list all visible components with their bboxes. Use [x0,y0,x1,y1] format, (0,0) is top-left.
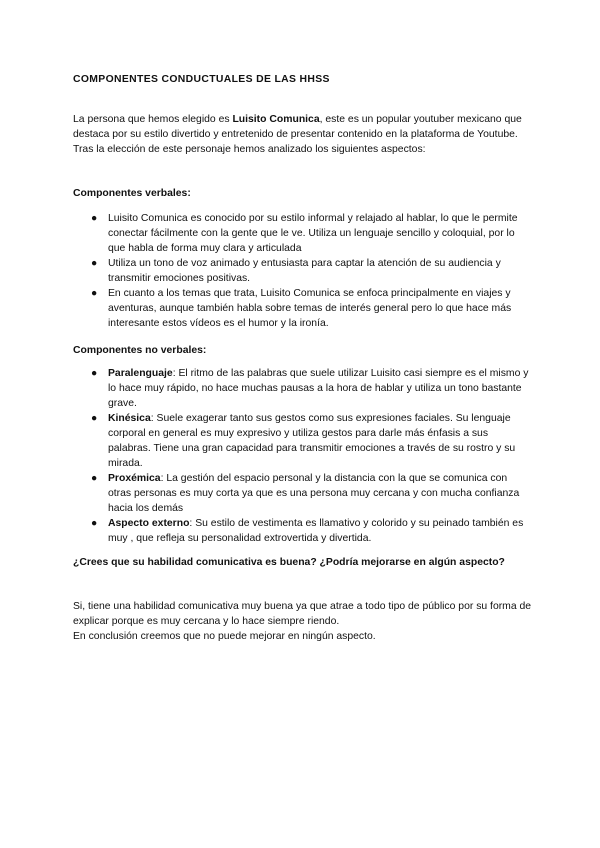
bullet-icon: ● [91,413,98,424]
nonverbal-term: Proxémica [108,473,161,484]
bullet-icon: ● [91,258,98,269]
verbal-item [91,211,531,256]
nonverbal-separator: : [189,518,196,529]
nonverbal-text: Suele exagerar tanto sus gestos como sus expresiones faciales. Su lenguaje corporal en general es muy expresivo y utiliza gestos para darle más énfasis a sus palabras. Tiene una gran capacidad para transmitir emociones a través de su rostro y su mirada. [108,413,516,469]
bullet-icon: ● [91,518,98,529]
nonverbal-term: Kinésica [108,413,151,424]
intro-text-before: La persona que hemos elegido es [73,114,233,125]
nonverbal-item [91,516,531,546]
answer-line: Si, tiene una habilidad comunicativa muy buena ya que atrae a todo tipo de público por su forma de explicar porque es muy cercana y lo hace siempre riendo. [73,601,532,627]
nonverbal-item [91,471,531,516]
nonverbal-separator: : [160,473,167,484]
nonverbal-item [91,366,531,411]
nonverbal-separator: : [150,413,157,424]
nonverbal-text: El ritmo de las palabras que suele utilizar Luisito casi siempre es el mismo y lo hace muy rápido, no hace muchas pausas a la hora de hablar y utiliza un tono bastante grave. [108,368,529,409]
nonverbal-term: Aspecto externo [108,518,190,529]
nonverbal-text: La gestión del espacio personal y la distancia con la que se comunica con otras personas es muy corta ya que es una persona muy cercana y con mucha confianza hacia los demás [108,473,520,514]
intro-person-name: Luisito Comunica [232,114,320,125]
verbal-heading: Componentes verbales: [73,188,191,199]
document-title: COMPONENTES CONDUCTUALES DE LAS HHSS [73,74,330,85]
answer-paragraph [73,599,533,644]
nonverbal-list [91,366,531,546]
conclusion-line: En conclusión creemos que no puede mejorar en ningún aspecto. [73,631,376,642]
nonverbal-separator: : [172,368,179,379]
verbal-list [91,211,531,331]
bullet-icon: ● [91,368,98,379]
verbal-item-text: Utiliza un tono de voz animado y entusiasta para captar la atención de su audiencia y transmitir emociones positivas. [108,258,501,284]
verbal-item-text: Luisito Comunica es conocido por su estilo informal y relajado al hablar, lo que le permite conectar fácilmente con la gente que le ve. Utiliza un lenguaje sencillo y coloquial, por lo que habla de forma muy clara y articulada [108,213,518,254]
intro-text-after: , este es un popular youtuber mexicano que destaca por su estilo divertido y entretenido de presentar contenido en la plataforma de Youtube. Tras la elección de este personaje hemos analizado los siguientes aspectos: [73,114,522,155]
verbal-item-text: En cuanto a los temas que trata, Luisito Comunica se enfoca principalmente en viajes y aventuras, aunque también habla sobre temas de interés general pero lo que hace más interesante estos vídeos es el humor y la ironía. [108,288,512,329]
verbal-item [91,286,531,331]
bullet-icon: ● [91,213,98,224]
question-heading: ¿Crees que su habilidad comunicativa es buena? ¿Podría mejorarse en algún aspecto? [73,557,505,568]
nonverbal-heading: Componentes no verbales: [73,345,207,356]
nonverbal-item [91,411,531,471]
nonverbal-term: Paralenguaje [108,368,173,379]
verbal-item [91,256,531,286]
nonverbal-text: Su estilo de vestimenta es llamativo y colorido y su peinado también es muy , que refleja su personalidad extrovertida y divertida. [108,518,524,544]
bullet-icon: ● [91,473,98,484]
bullet-icon: ● [91,288,98,299]
intro-paragraph [73,112,533,157]
